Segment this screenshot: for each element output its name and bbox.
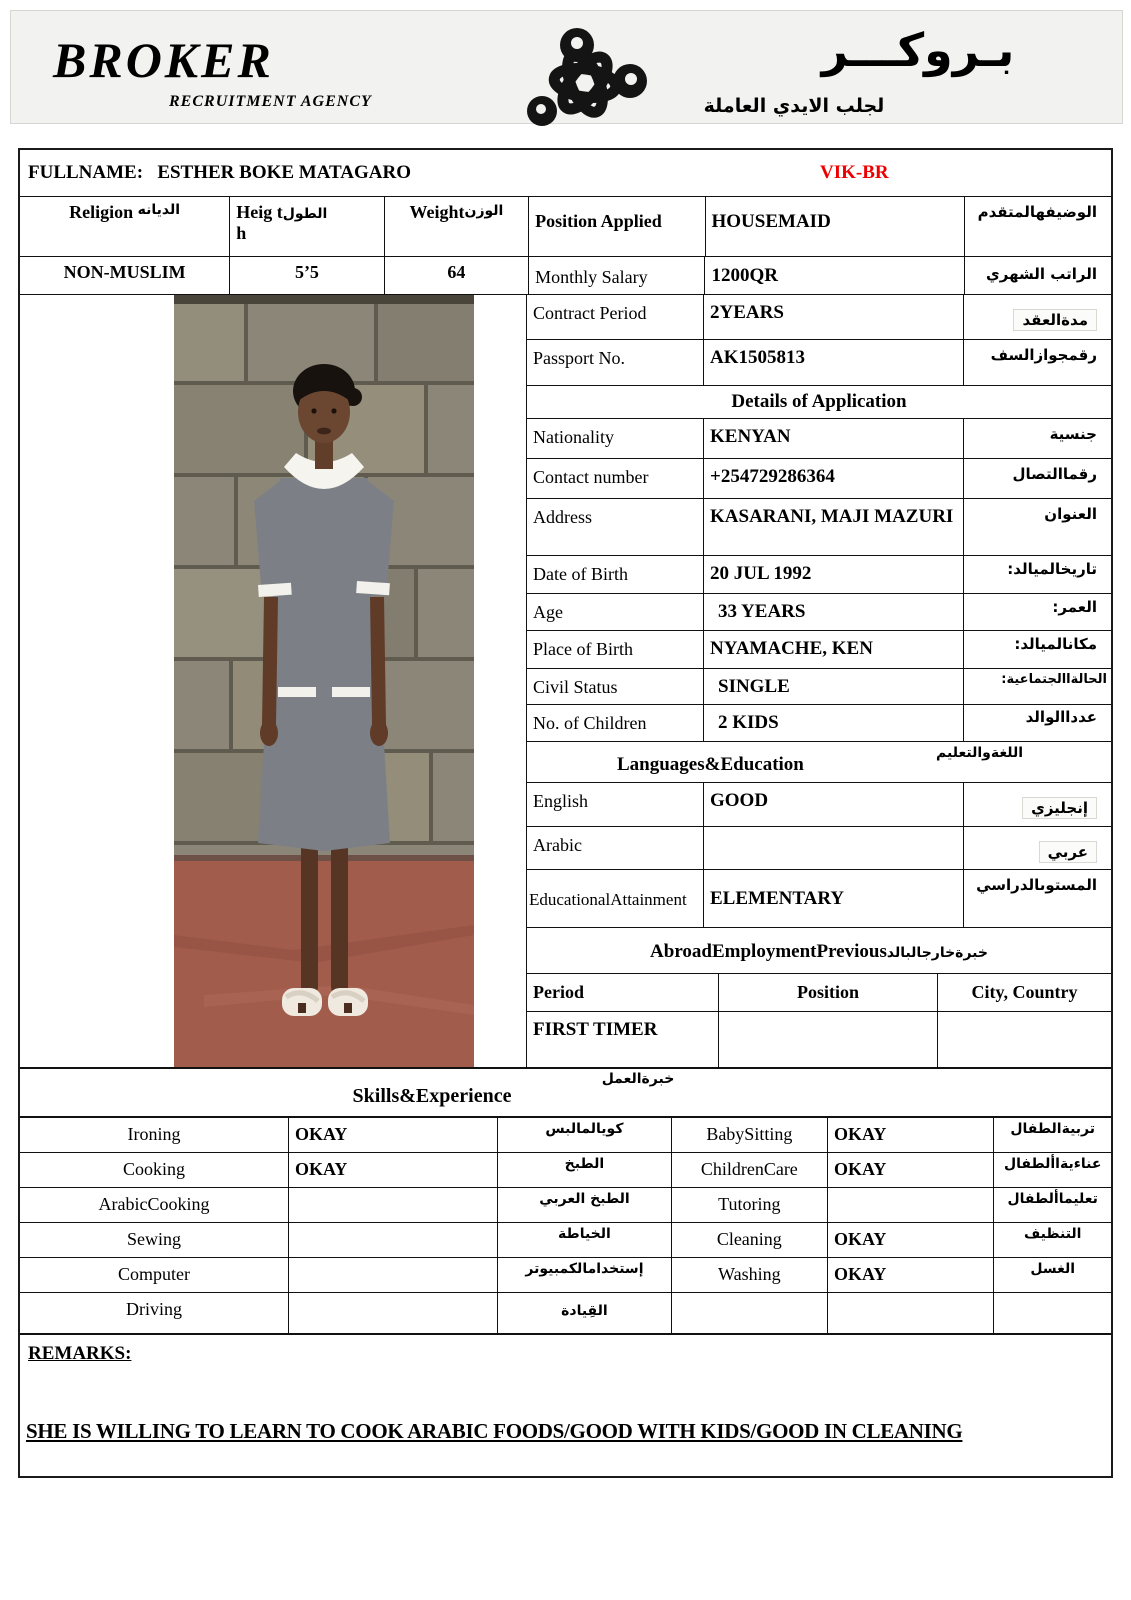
skill-value: OKAY <box>289 1118 498 1153</box>
skill-label: ChildrenCare <box>672 1153 828 1188</box>
skill-label: Cleaning <box>672 1223 828 1258</box>
contract-period-arabic <box>964 295 1111 339</box>
nationality-value: KENYAN <box>704 419 964 458</box>
skill-arabic: عناءيةاألطفال <box>994 1153 1111 1188</box>
skill-value: OKAY <box>828 1153 994 1188</box>
agency-name-arabic: بـروكـــر <box>821 23 1015 77</box>
skill-arabic: الخياطة <box>498 1223 671 1258</box>
nationality-label: Nationality <box>527 419 704 458</box>
skill-arabic: الغسل <box>994 1258 1111 1293</box>
agency-logo-icon <box>503 19 663 136</box>
abroad-city-value <box>938 1012 1111 1067</box>
fullname-label: FULLNAME: <box>28 162 144 183</box>
skill-label: Computer <box>20 1258 289 1293</box>
skill-arabic <box>994 1293 1111 1335</box>
pob-row <box>527 631 1111 669</box>
age-arabic: العمر: <box>1052 598 1097 616</box>
english-arabic <box>964 783 1111 826</box>
skill-value: OKAY <box>828 1118 994 1153</box>
height-header <box>230 197 384 257</box>
height-label-2: h <box>236 223 247 243</box>
skill-row-sewing <box>20 1223 1111 1258</box>
skill-label: Sewing <box>20 1223 289 1258</box>
contact-value: +254729286364 <box>704 459 964 498</box>
dob-arabic: تاريخالميالد: <box>1007 560 1097 578</box>
agency-name: BROKER <box>53 32 274 88</box>
skill-label: Driving <box>20 1293 289 1335</box>
abroad-col-position: Position <box>719 974 938 1011</box>
position-applied-label: Position Applied <box>535 211 662 231</box>
skill-value <box>289 1293 498 1335</box>
abroad-header <box>527 928 1111 973</box>
english-value: GOOD <box>704 783 964 826</box>
abroad-position-value <box>719 1012 938 1067</box>
pob-label: Place of Birth <box>527 631 704 668</box>
passport-row <box>527 340 1111 386</box>
passport-arabic: رقمجوازالسف <box>990 346 1097 364</box>
age-row <box>527 594 1111 631</box>
religion-header <box>20 197 230 257</box>
skill-value <box>289 1223 498 1258</box>
skills-title: Skills&Experience <box>352 1085 512 1107</box>
skill-row-driving <box>20 1293 1111 1335</box>
position-applied-arabic: الوضيفهالمتقدم <box>965 197 1112 257</box>
skill-arabic: الطبخ <box>498 1153 671 1188</box>
languages-title-arabic: اللغةوالتعليم <box>936 745 1023 761</box>
passport-label: Passport No. <box>527 340 704 385</box>
skill-value: OKAY <box>828 1223 994 1258</box>
age-value: 33 YEARS <box>704 594 964 630</box>
skill-value <box>828 1188 994 1223</box>
skill-arabic: تعليماألطفال <box>994 1188 1111 1223</box>
skill-arabic: تربيةالطفال <box>994 1118 1111 1153</box>
fullname-value: ESTHER BOKE MATAGARO <box>157 162 412 183</box>
skill-label: Washing <box>672 1258 828 1293</box>
abroad-columns-row <box>527 974 1111 1012</box>
dob-row <box>527 556 1111 594</box>
height-value: 5’5 <box>230 257 384 295</box>
address-row <box>527 499 1111 556</box>
pob-arabic: مكانالميالد: <box>1014 635 1097 653</box>
position-applied-cell <box>529 197 705 257</box>
children-value: 2 KIDS <box>704 705 964 741</box>
height-label-arabic: الطول <box>282 206 328 222</box>
body-row <box>20 295 1111 1069</box>
skill-value <box>289 1258 498 1293</box>
contract-period-value: 2YEARS <box>704 295 964 339</box>
religion-label: Religion <box>69 202 134 222</box>
abroad-period-value: FIRST TIMER <box>527 1012 719 1067</box>
skill-value: OKAY <box>828 1258 994 1293</box>
skill-arabic: التنظيف <box>994 1223 1111 1258</box>
vitals-values-row <box>20 257 1111 295</box>
vitals-header-row <box>20 197 1111 257</box>
english-arabic-text: إنجليزي <box>1022 797 1097 819</box>
skill-arabic: الطبخ العربي <box>498 1188 671 1223</box>
fullname-row <box>20 150 1111 197</box>
english-row <box>527 783 1111 827</box>
monthly-salary-label: Monthly Salary <box>529 257 705 295</box>
arabic-value <box>704 827 964 869</box>
agency-header <box>10 10 1123 124</box>
remarks-label: REMARKS: <box>28 1343 132 1364</box>
position-value-text: HOUSEMAID <box>711 211 831 232</box>
contract-period-row <box>527 295 1111 340</box>
details-title: Details of Application <box>731 391 907 412</box>
remarks-text: SHE IS WILLING TO LEARN TO COOK ARABIC FOODS/GOOD WITH KIDS/GOOD IN CLEANING <box>26 1419 963 1443</box>
applicant-photo <box>174 295 474 1067</box>
skill-row-cooking <box>20 1153 1111 1188</box>
contact-label: Contact number <box>527 459 704 498</box>
skill-value: OKAY <box>289 1153 498 1188</box>
passport-value: AK1505813 <box>704 340 964 385</box>
age-label: Age <box>527 594 704 630</box>
religion-value: NON-MUSLIM <box>20 257 230 295</box>
english-label: English <box>527 783 704 826</box>
agency-subtitle-arabic: لجلب الايدي العاملة <box>703 95 885 117</box>
reference-code: VIK-BR <box>820 162 889 183</box>
abroad-col-period: Period <box>527 974 719 1011</box>
weight-value: 64 <box>385 257 529 295</box>
children-label: No. of Children <box>527 705 704 741</box>
skill-row-computer <box>20 1258 1111 1293</box>
languages-header <box>527 742 1111 782</box>
weight-label-arabic: الوزن <box>464 203 504 219</box>
languages-header-row <box>527 742 1111 783</box>
height-label: Heig t <box>236 202 283 222</box>
civil-status-value: SINGLE <box>704 669 964 704</box>
contact-row <box>527 459 1111 499</box>
skill-label: ArabicCooking <box>20 1188 289 1223</box>
cv-table <box>18 148 1113 1478</box>
arabic-arabic-text: عربي <box>1039 841 1097 863</box>
skill-label: Tutoring <box>672 1188 828 1223</box>
abroad-header-row <box>527 928 1111 974</box>
application-detail-stack <box>527 295 1111 1067</box>
children-arabic: عدداالوالد <box>1025 708 1097 726</box>
arabic-row <box>527 827 1111 870</box>
skill-label <box>672 1293 828 1335</box>
dob-label: Date of Birth <box>527 556 704 593</box>
skills-title-arabic: خبرةالعمل <box>601 1071 675 1087</box>
skill-row-arabiccooking <box>20 1188 1111 1223</box>
address-arabic: العنوان <box>1044 505 1097 523</box>
weight-header <box>385 197 529 257</box>
nationality-row <box>527 419 1111 459</box>
agency-subtitle: RECRUITMENT AGENCY <box>169 93 372 110</box>
remarks-section <box>20 1335 1111 1481</box>
skills-header <box>20 1069 1111 1118</box>
skill-value <box>828 1293 994 1335</box>
education-label: EducationalAttainment <box>527 870 704 927</box>
civil-status-row <box>527 669 1111 705</box>
address-value: KASARANI, MAJI MAZURI <box>704 499 964 555</box>
contact-arabic: رقماالتصال <box>1012 465 1097 483</box>
languages-title: Languages&Education <box>617 754 804 775</box>
weight-label: Weight <box>409 202 465 222</box>
skill-value <box>289 1188 498 1223</box>
children-row <box>527 705 1111 742</box>
abroad-title: AbroadEmploymentPrevious <box>650 941 887 962</box>
civil-status-label: Civil Status <box>527 669 704 704</box>
nationality-arabic: جنسية <box>1049 425 1097 443</box>
contract-period-arabic-text: مدةالعقد <box>1013 309 1097 331</box>
address-label: Address <box>527 499 704 555</box>
abroad-col-city: City, Country <box>971 982 1078 1002</box>
skill-arabic: إستخدامالكمبيوتر <box>498 1258 671 1293</box>
skill-row-ironing <box>20 1118 1111 1153</box>
position-applied-value <box>706 197 965 257</box>
education-arabic: المستوىالدراسي <box>976 876 1097 894</box>
skill-arabic: القِيادة <box>498 1293 671 1335</box>
civil-status-arabic: الحالةاالجتماعية: <box>1001 672 1107 687</box>
dob-value: 20 JUL 1992 <box>704 556 964 593</box>
arabic-label: Arabic <box>527 827 704 869</box>
abroad-value-row <box>527 1012 1111 1067</box>
applicant-photo-cell <box>20 295 527 1067</box>
pob-value: NYAMACHE, KEN <box>704 631 964 668</box>
education-row <box>527 870 1111 928</box>
skill-label: Cooking <box>20 1153 289 1188</box>
skill-arabic: كويالمالبس <box>498 1118 671 1153</box>
arabic-arabic <box>964 827 1111 869</box>
education-value: ELEMENTARY <box>704 870 964 927</box>
religion-label-arabic: الديانه <box>137 202 181 218</box>
abroad-title-arabic: خبرةخارجالبالد <box>886 945 988 961</box>
monthly-salary-arabic: الراتب الشهري <box>965 257 1111 295</box>
skill-label: Ironing <box>20 1118 289 1153</box>
skill-label: BabySitting <box>672 1118 828 1153</box>
monthly-salary-value: 1200QR <box>705 257 964 295</box>
contract-period-label: Contract Period <box>527 295 704 339</box>
details-header-row <box>527 386 1111 419</box>
